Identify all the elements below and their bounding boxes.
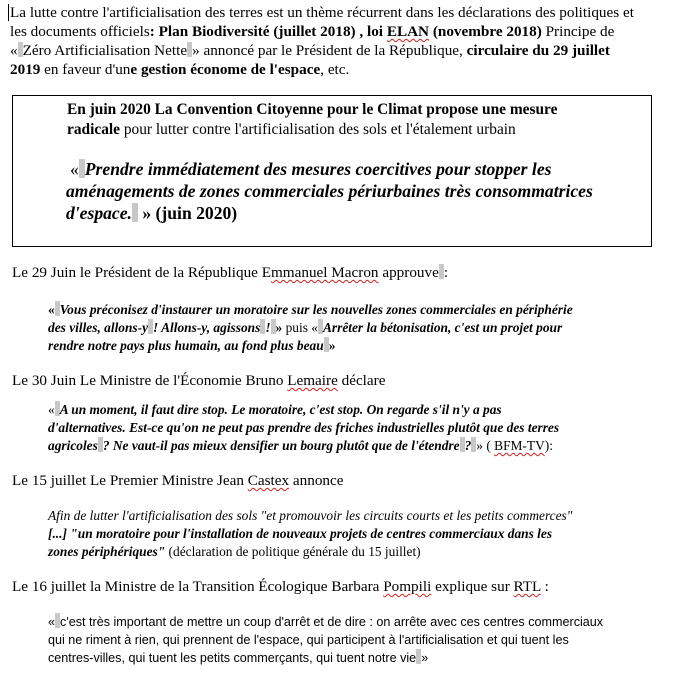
- quote-macron-line-1: [48, 301, 668, 319]
- quote-castex: [48, 507, 668, 561]
- convention-bold-text: En juin 2020 La Convention Citoyenne pour le Climat propose une mesure: [67, 101, 558, 118]
- spellcheck-word: Castex: [247, 472, 290, 489]
- quote-pompili-line-3: [48, 649, 672, 667]
- section-text: :: [443, 264, 449, 281]
- section-text: annonce: [289, 472, 344, 489]
- quote-pompili: [48, 613, 672, 667]
- convention-quote-text: d'espace.: [66, 203, 132, 223]
- spellcheck-word: RTL: [513, 578, 541, 595]
- intro-line-2: [10, 22, 674, 41]
- convention-heading-line-2: [67, 120, 647, 140]
- quote-text: ! Allons-y, agissons: [153, 320, 261, 335]
- section-text: Le 29 Juin le Président de la République E: [12, 264, 271, 281]
- convention-quote-line-1: [66, 158, 651, 180]
- intro-text: La lutte contre l'artificialisation des terres est un thème récurrent dans les déclarations des politiques et: [10, 4, 634, 21]
- quote-text: d'alternatives. Est-ce qu'on ne peut pas prendre des friches industrielles plutôt que des terres: [48, 420, 560, 435]
- convention-quote-line-3: [66, 202, 651, 224]
- intro-text: Zéro Artificialisation Nette: [22, 42, 188, 59]
- quote-lemaire-line-3: [48, 437, 668, 455]
- convention-quote-line-2: [66, 180, 651, 202]
- quote-lemaire-line-2: [48, 419, 668, 437]
- quote-macron-line-2: [48, 319, 668, 337]
- quote-pompili-line-1: [48, 613, 672, 631]
- spellcheck-word: Lemaire: [287, 372, 338, 389]
- intro-bold-text: circulaire du 29 juillet: [466, 42, 610, 59]
- intro-bold-text: e gestion économe de l'espace: [130, 61, 321, 78]
- quote-mark: »: [421, 651, 429, 665]
- section-text: Le 15 juillet Le Premier Ministre Jean: [12, 472, 248, 489]
- quote-macron-line-3: [48, 337, 668, 355]
- intro-bold-text: 2019: [10, 61, 41, 78]
- quote-text: centres-villes, qui tuent les petits commerçants, qui tuent notre vie: [48, 651, 417, 665]
- quote-text: ? Ne vaut-il pas mieux densifier un bourg plutôt que de l'étendre: [102, 438, 460, 453]
- quote-mark: «: [48, 402, 55, 417]
- intro-text: «: [10, 42, 18, 59]
- quote-castex-line-1: [48, 507, 668, 525]
- section-lemaire: [12, 371, 385, 390]
- quote-pompili-line-2: [48, 631, 672, 649]
- section-text: déclare: [337, 372, 386, 389]
- quote-text: des villes, allons-y: [48, 320, 149, 335]
- convention-quote-text: Prendre immédiatement des mesures coercitives pour stopper les: [84, 159, 552, 179]
- intro-bold-text: : Plan Biodiversité (juillet 2018) , loi: [149, 23, 387, 40]
- quote-mark: «: [48, 615, 56, 629]
- quote-text: Vous préconisez d'instaurer un moratoire sur les nouvelles zones commerciales en périphérie: [59, 302, 573, 317]
- quote-text: rendre notre pays plus humain, au fond plus beau: [48, 338, 324, 353]
- quote-text: A un moment, il faut dire stop. Le moratoire, c'est stop. On regarde s'il n'y a pas: [59, 402, 502, 417]
- quote-text: ?: [464, 438, 472, 453]
- quote-text: zones périphériques": [48, 544, 166, 559]
- section-text: Le 16 juillet la Ministre de la Transition Écologique Barbara: [12, 578, 384, 595]
- intro-text: , etc.: [320, 61, 350, 78]
- intro-bold-text: (novembre 2018): [429, 23, 542, 40]
- intro-line-4: [10, 60, 674, 79]
- quote-mark: «: [70, 159, 79, 179]
- quote-text: qui ne riment à rien, qui prennent de l'espace, qui participent à l'artificialisation et qui tuent les: [48, 633, 569, 647]
- quote-text: puis «: [285, 320, 318, 335]
- section-macron: [12, 263, 448, 282]
- intro-text: en faveur d'un: [40, 61, 131, 78]
- convention-quote: [66, 158, 651, 224]
- section-text: Le 30 Juin Le Ministre de l'Économie Bruno: [12, 372, 288, 389]
- quote-castex-line-2: [48, 525, 668, 543]
- spellcheck-word: mmanuel Macron: [270, 264, 379, 281]
- quote-macron: [48, 301, 668, 355]
- quote-mark: »: [328, 338, 336, 353]
- intro-line-1: [10, 3, 674, 22]
- convention-quote-text: aménagements de zones commerciales périurbaines très consommatrices: [66, 181, 593, 201]
- quote-text: Arrêter la bétonisation, c'est un projet pour: [322, 320, 563, 335]
- convention-heading-line-1: [67, 100, 647, 120]
- quote-mark: «: [48, 302, 55, 317]
- quote-mark: »: [275, 320, 286, 335]
- intro-text: les documents officiels: [10, 23, 150, 40]
- quote-lemaire-line-1: [48, 401, 668, 419]
- convention-bold-text: radicale: [67, 121, 120, 138]
- quote-text: ):: [544, 438, 553, 453]
- quote-lemaire: [48, 401, 668, 455]
- spellcheck-word: ELAN: [386, 23, 430, 40]
- quote-source: (déclaration de politique générale du 15 juillet): [165, 544, 421, 559]
- quote-text: c'est très important de mettre un coup d'arrêt et de dire : on arrête avec ces centres commerciaux: [60, 615, 604, 629]
- section-pompili: [12, 577, 549, 596]
- convention-heading: [67, 100, 647, 140]
- quote-text: » (: [476, 438, 495, 453]
- quote-text: [...] "un moratoire pour l'installation de nouveaux projets de centres commerciaux dans les: [48, 526, 553, 541]
- section-text: explique sur: [431, 578, 514, 595]
- convention-quote-date: » (juin 2020): [137, 203, 238, 223]
- intro-text: » annoncé par le Président de la République,: [192, 42, 467, 59]
- quote-text: agricoles: [48, 438, 98, 453]
- quote-text: Afin de lutter l'artificialisation des sols "et promouvoir les circuits courts et les petits commerces": [48, 508, 573, 523]
- intro-line-3: [10, 41, 674, 60]
- quote-castex-line-3: [48, 543, 668, 561]
- spellcheck-word: BFM-TV: [494, 438, 545, 453]
- convention-text: pour lutter contre l'artificialisation des sols et l'étalement urbain: [120, 121, 516, 138]
- intro-text: Principe de: [541, 23, 615, 40]
- quote-text: !: [265, 320, 271, 335]
- section-castex: [12, 471, 344, 490]
- spellcheck-word: Pompili: [383, 578, 432, 595]
- section-text: approuve: [378, 264, 439, 281]
- intro-paragraph: [10, 3, 674, 79]
- text-cursor: [8, 4, 9, 21]
- section-text: :: [540, 578, 549, 595]
